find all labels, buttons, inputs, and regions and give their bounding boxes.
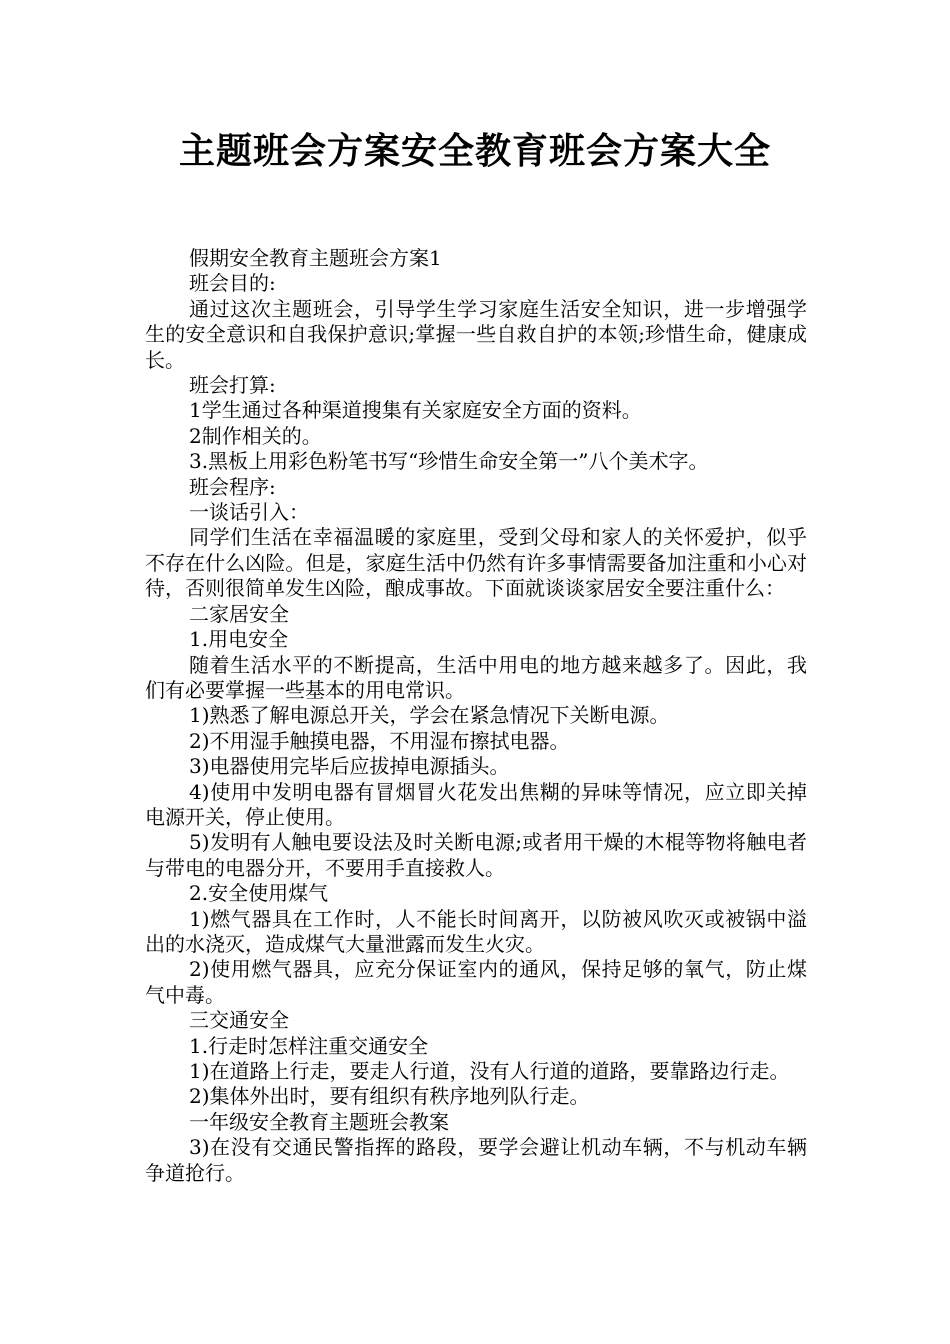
paragraph: 同学们生活在幸福温暖的家庭里，受到父母和家人的关怀爱护，似乎不存在什么凶险。但是，家庭生活中仍然有许多事情需要备加注重和小心对待，否则很简单发生凶险，酿成事故。下面就谈谈家居安全要注重什么： [145, 525, 807, 601]
paragraph: 通过这次主题班会，引导学生学习家庭生活安全知识，进一步增强学生的安全意识和自我保护意识;掌握一些自救自护的本领;珍惜生命，健康成长。 [145, 296, 807, 372]
paragraph: 1)燃气器具在工作时，人不能长时间离开，以防被风吹灭或被锅中溢出的水浇灭，造成煤气大量泄露而发生火灾。 [145, 906, 807, 956]
paragraph: 2)不用湿手触摸电器，不用湿布擦拭电器。 [189, 728, 570, 753]
paragraph: 班会打算: [189, 373, 276, 398]
paragraph: 3.黑板上用彩色粉笔书写“珍惜生命安全第一”八个美术字。 [189, 449, 709, 474]
paragraph: 2制作相关的。 [189, 423, 322, 448]
paragraph: 3)电器使用完毕后应拔掉电源插头。 [189, 754, 510, 779]
paragraph: 随着生活水平的不断提高，生活中用电的地方越来越多了。因此，我们有必要掌握一些基本的用电常识。 [145, 652, 807, 702]
paragraph: 4)使用中发明电器有冒烟冒火花发出焦糊的异味等情况，应立即关掉电源开关，停止使用。 [145, 779, 807, 829]
paragraph: 1学生通过各种渠道搜集有关家庭安全方面的资料。 [189, 398, 642, 423]
paragraph: 班会程序: [189, 474, 276, 499]
paragraph: 1.用电安全 [189, 627, 289, 652]
paragraph: 1)在道路上行走，要走人行道，没有人行道的道路，要靠路边行走。 [189, 1059, 790, 1083]
paragraph: 三交通安全 [189, 1008, 289, 1033]
paragraph: 班会目的: [189, 271, 276, 296]
paragraph: 1)熟悉了解电源总开关，学会在紧急情况下关断电源。 [189, 703, 670, 728]
paragraph: 一年级安全教育主题班会教案 [189, 1109, 449, 1134]
paragraph: 一谈话引入： [189, 500, 309, 525]
paragraph: 5)发明有人触电要设法及时关断电源;或者用干燥的木棍等物将触电者与带电的电器分开，不要用手直接救人。 [145, 830, 807, 880]
paragraph: 假期安全教育主题班会方案1 [189, 246, 442, 270]
paragraph: 1.行走时怎样注重交通安全 [189, 1033, 429, 1058]
paragraph: 二家居安全 [189, 601, 289, 626]
paragraph: 2)使用燃气器具，应充分保证室内的通风，保持足够的氧气，防止煤气中毒。 [145, 957, 807, 1007]
document-body [145, 246, 807, 1186]
paragraph: 2)集体外出时，要有组织有秩序地列队行走。 [189, 1084, 590, 1109]
document-title: 主题班会方案安全教育班会方案大全 [178, 131, 771, 172]
paragraph: 2.安全使用煤气 [189, 881, 329, 906]
paragraph: 3)在没有交通民警指挥的路段，要学会避让机动车辆，不与机动车辆争道抢行。 [145, 1135, 807, 1185]
